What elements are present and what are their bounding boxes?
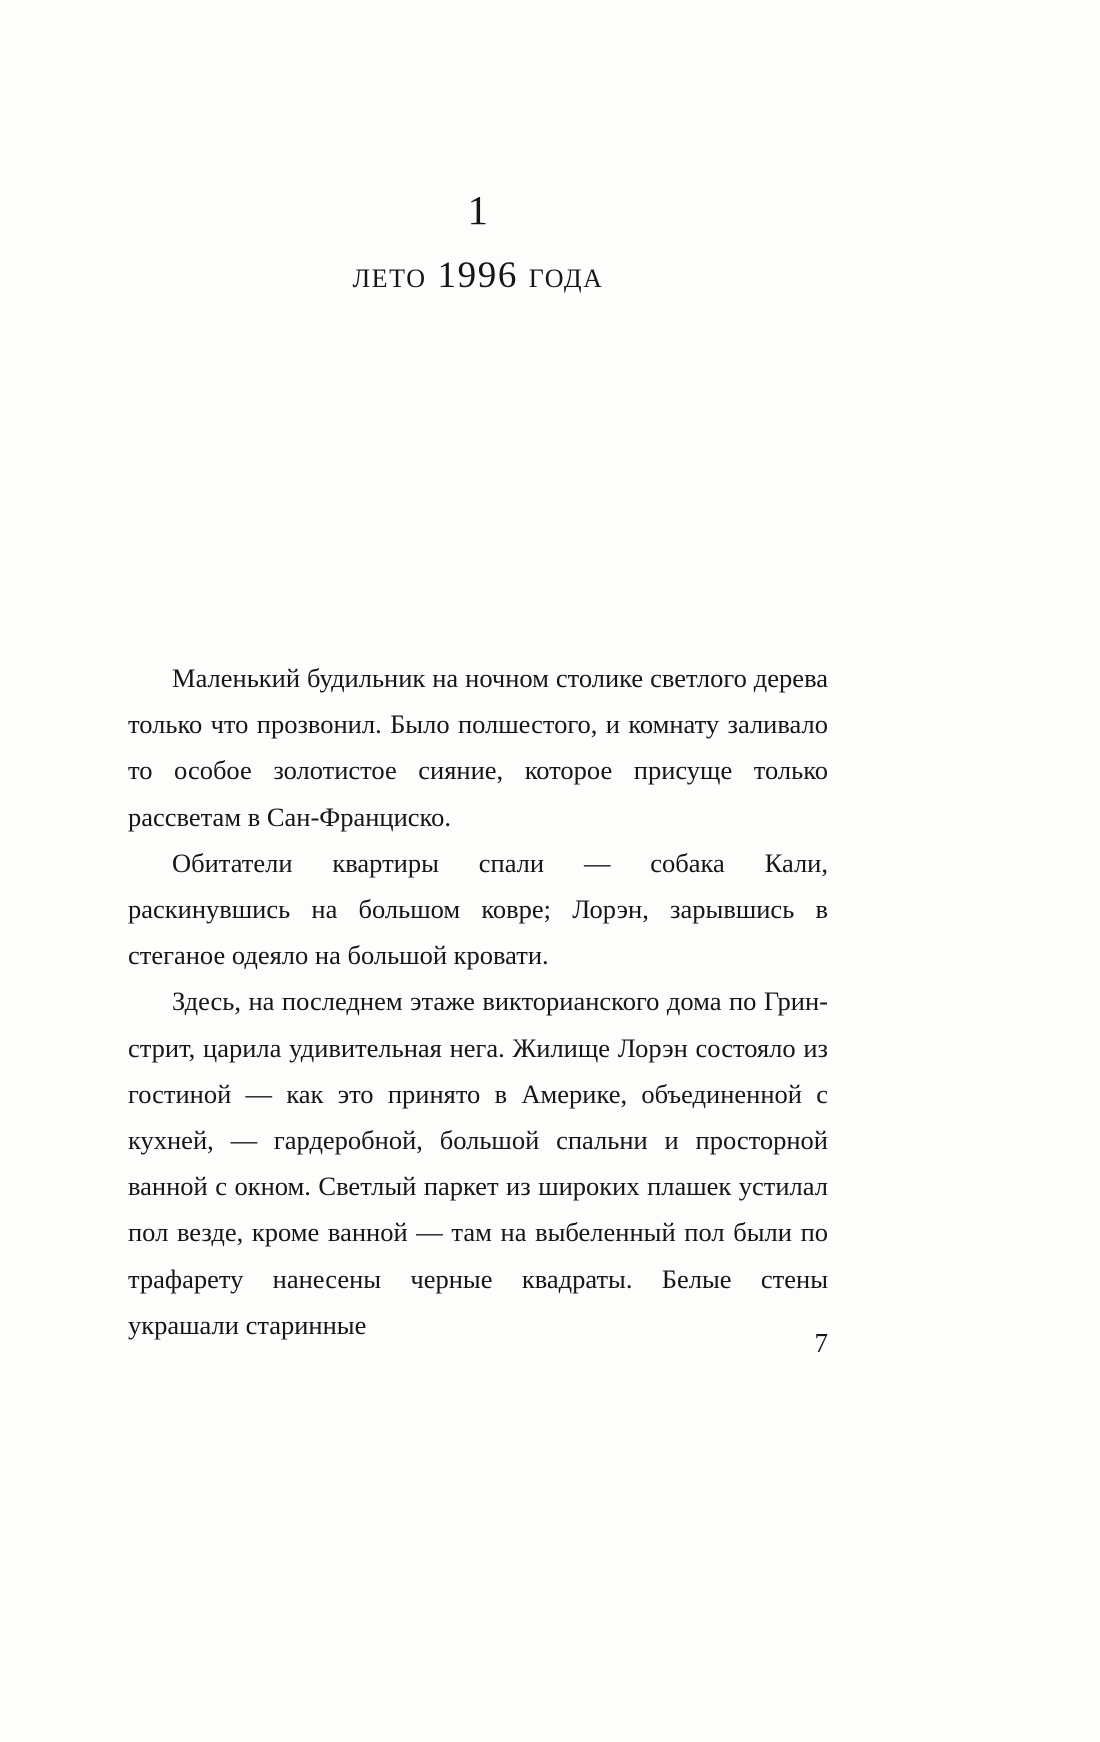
paragraph: Маленький будильник на ночном столике светлого дерева только что прозвонил. Было полшестого, и комнату заливало то особое золотистое сияние, которое присуще только рассветам в Сан-Франциско.: [128, 663, 828, 832]
chapter-title: лето 1996 года: [352, 255, 604, 296]
chapter-number: 1: [467, 187, 489, 233]
paragraph: Здесь, на последнем этаже викторианского дома по Грин-стрит, царила удивительная нега. Жилище Лорэн состояло из гостиной — как это принято в Америке, объединенной с кухней, — гардеробной, большой спальни и просторной ванной с окном. Светлый паркет из широких плашек устилал пол везде, кроме ванной — там на выбеленный пол были по трафарету нанесены черные квадраты. Белые стены украшали старинные: [128, 986, 828, 1340]
page-content-column: [128, 0, 828, 1742]
chapter-heading: [128, 187, 828, 297]
page-number: 7: [814, 1328, 828, 1358]
paragraph: Обитатели квартиры спали — собака Кали, раскинувшись на большом ковре; Лорэн, зарывшись в стеганое одеяло на большой кровати.: [128, 847, 828, 971]
body-text: [128, 655, 828, 1348]
